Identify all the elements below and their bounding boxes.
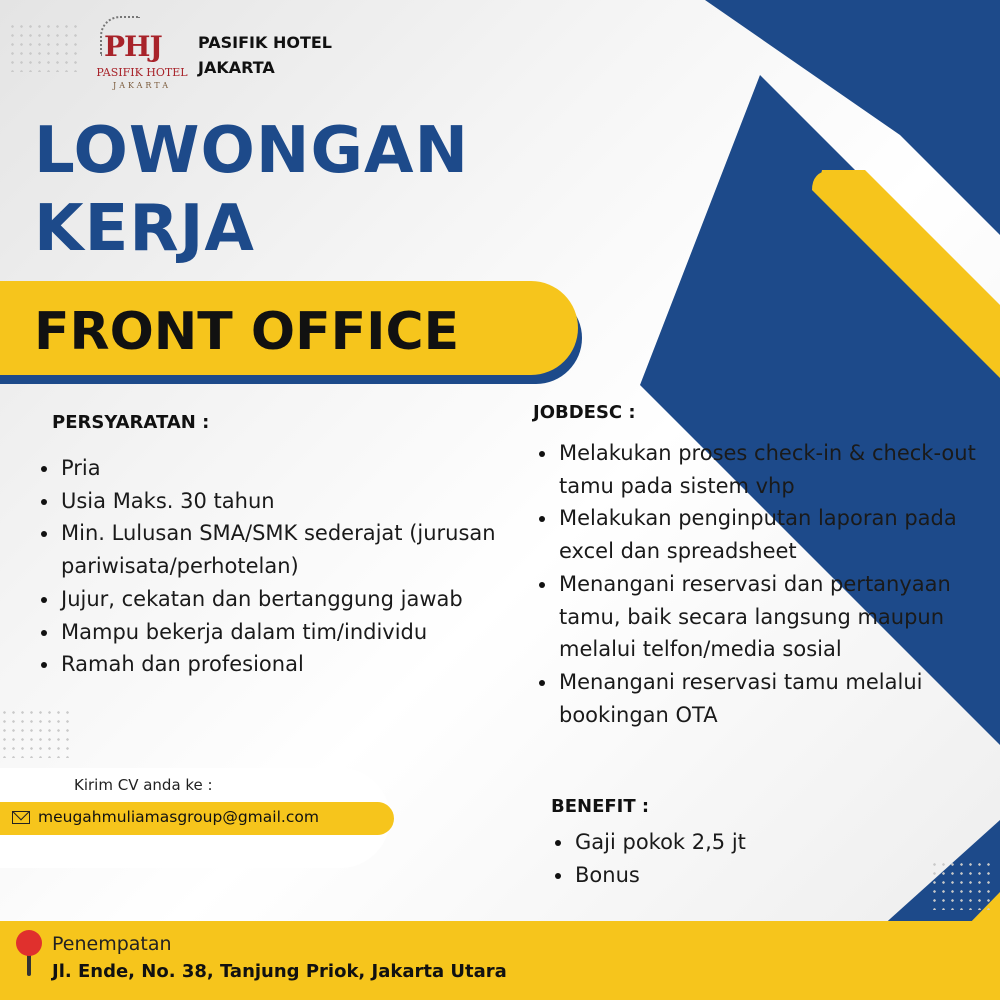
jobdesc-list [535, 437, 980, 731]
headline-line2: KERJA [34, 192, 255, 266]
position-title: FRONT OFFICE [34, 302, 460, 362]
list-item: Melakukan proses check-in & check-out tamu pada sistem vhp [535, 437, 980, 502]
hotel-name [198, 30, 332, 80]
list-item: Usia Maks. 30 tahun [37, 485, 507, 518]
contact-email-link[interactable]: meugahmuliamasgroup@gmail.com [38, 808, 319, 826]
list-item: Menangani reservasi tamu melalui bookingan OTA [535, 666, 980, 731]
dot-pattern-left [0, 708, 70, 758]
location-pin-icon [16, 930, 42, 978]
list-item: Jujur, cekatan dan bertanggung jawab [37, 583, 507, 616]
contact-label: Kirim CV anda ke : [74, 776, 213, 794]
logo-name: PASIFIK HOTEL [96, 66, 188, 79]
list-item: Melakukan penginputan laporan pada excel dan spreadsheet [535, 502, 980, 567]
headline-line1: LOWONGAN [34, 114, 470, 188]
list-item: Min. Lulusan SMA/SMK sederajat (jurusan pariwisata/perhotelan) [37, 517, 507, 582]
requirements-list [37, 452, 507, 681]
list-item: Mampu bekerja dalam tim/individu [37, 616, 507, 649]
headline [34, 112, 469, 268]
dot-pattern-top [8, 22, 80, 72]
logo-city: JAKARTA [113, 81, 171, 90]
jobdesc-title: JOBDESC : [533, 402, 636, 423]
list-item: Menangani reservasi dan pertanyaan tamu, baik secara langsung maupun melalui telfon/media sosial [535, 568, 980, 666]
hotel-logo [92, 14, 192, 94]
placement-label: Penempatan [52, 933, 172, 955]
list-item: Gaji pokok 2,5 jt [551, 826, 851, 859]
dot-pattern-right [930, 860, 994, 910]
list-item: Pria [37, 452, 507, 485]
list-item: Bonus [551, 859, 851, 892]
requirements-title: PERSYARATAN : [52, 412, 210, 433]
benefit-title: BENEFIT : [551, 796, 650, 817]
placement-address: Jl. Ende, No. 38, Tanjung Priok, Jakarta Utara [52, 961, 507, 982]
mail-icon [12, 811, 30, 824]
list-item: Ramah dan profesional [37, 648, 507, 681]
logo-mark: PHJ [104, 30, 162, 63]
hotel-name-line2: JAKARTA [198, 58, 275, 77]
hotel-name-line1: PASIFIK HOTEL [198, 33, 332, 52]
benefit-list [551, 826, 851, 891]
